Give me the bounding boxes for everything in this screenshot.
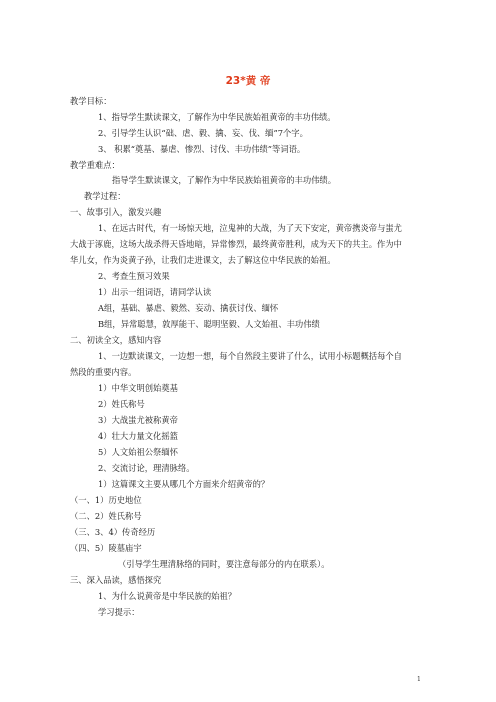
- paragraph-line: 1、一边默读课文，一边想一想，每个自然段主要讲了什么，试用小标题概括每个自: [98, 351, 402, 361]
- study-tip-label: 学习提示：: [98, 607, 140, 617]
- section-2-heading: 二、初读全文，感知内容: [70, 335, 162, 345]
- heading-objectives: 教学目标：: [70, 96, 112, 106]
- list-item: 2）姓氏称号: [98, 399, 145, 409]
- section-1-heading: 一、故事引入，激发兴趣: [70, 207, 162, 217]
- list-item: 4）壮大力量文化摇篮: [98, 431, 178, 441]
- heading-process: 教学过程：: [84, 191, 126, 201]
- outline-item: （一、1）历史地位: [70, 495, 142, 505]
- list-item: 5）人文始祖公祭缅怀: [98, 447, 178, 457]
- objective-3: 3、 积累“奠基、暴虐、惨烈、讨伐、丰功伟绩”等词语。: [98, 144, 306, 154]
- list-item: 1）中华文明创始奠基: [98, 383, 178, 393]
- outline-item: （四、5）陵墓庙宇: [70, 543, 142, 553]
- word-group-b: B组，异常聪慧，敦厚能干、聪明坚毅、人文始祖、丰功伟绩: [98, 319, 320, 329]
- step-text: 2、交流讨论，理清脉络。: [98, 463, 195, 473]
- list-item: 3）大战蚩尤被称黄帝: [98, 415, 178, 425]
- document-title: 23*黄 帝: [225, 75, 271, 87]
- note-line: （引导学生理清脉络的同时，要注意每部分的内在联系）。: [118, 559, 330, 569]
- question-line: 1）这篇课文主要从哪几个方面来介绍黄帝的？: [98, 479, 270, 489]
- step-text: 1）出示一组词语，请同学认读: [98, 287, 212, 297]
- heading-key-points: 教学重难点：: [70, 160, 120, 170]
- objective-2: 2、引导学生认识“础、虐、毅、擒、妄、伐、缅”7个字。: [98, 128, 308, 138]
- paragraph-line: 华儿女，作为炎黄子孙，让我们走进课文，去了解这位中华民族的始祖。: [70, 255, 336, 265]
- page-number: 1: [417, 676, 421, 683]
- word-group-a: A组，基础、暴虐、毅然、妄动、擒获讨伐、缅怀: [98, 303, 279, 313]
- paragraph-line: 然段的重要内容。: [70, 367, 137, 377]
- paragraph-line: 1、在远古时代，有一场惊天地，泣鬼神的大战，为了天下安定，黄帝携炎帝与蚩尤: [98, 223, 402, 233]
- step-2-heading: 2、考查生预习效果: [98, 271, 170, 281]
- section-3-heading: 三、深入品读，感悟探究: [70, 575, 162, 585]
- key-point-text: 指导学生默读课文，了解作为中华民族始祖黄帝的丰功伟绩。: [112, 175, 337, 185]
- objective-1: 1、指导学生默读课文，了解作为中华民族始祖黄帝的丰功伟绩。: [98, 112, 336, 122]
- question-line: 1、为什么说黄帝是中华民族的始祖？: [98, 591, 237, 601]
- outline-item: （三、3、4）传奇经历: [70, 527, 156, 537]
- paragraph-line: 大战于涿鹿，这场大战杀得天昏地暗，异常惨烈，最终黄帝胜利，成为天下的共主。作为中: [70, 239, 402, 249]
- outline-item: （二、2）姓氏称号: [70, 511, 142, 521]
